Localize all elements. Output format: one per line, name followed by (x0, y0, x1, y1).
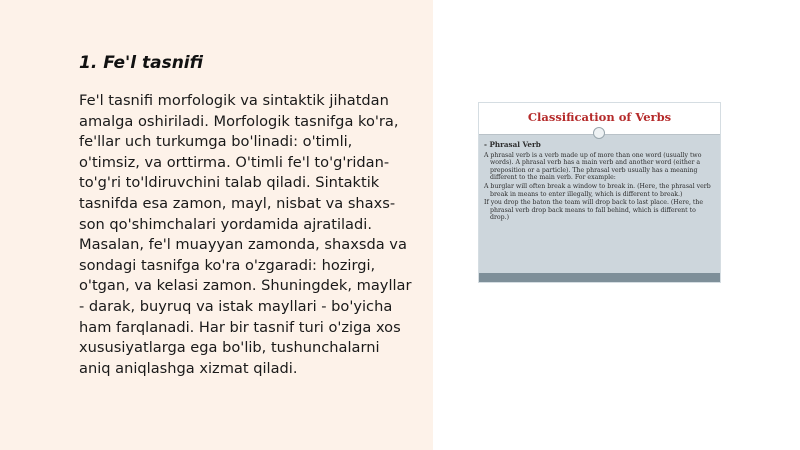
body-line: - darak, buyruq va istak mayllari - bo'yicha (79, 297, 393, 315)
body-line: aniq aniqlashga xizmat qiladi. (79, 359, 298, 377)
body-line: to'g'ri to'ldiruvchini talab qiladi. Sintaktik (79, 174, 380, 192)
verb-classification-slide-image (478, 102, 721, 283)
body-line: son qo'shimchalari yordamida ajratiladi. (79, 215, 372, 233)
slide-subtitle: - Phrasal Verb (484, 140, 541, 149)
body-line: Masalan, fe'l muayyan zamonda, shaxsda va (79, 236, 407, 254)
body-line: tasnifda esa zamon, mayl, nisbat va shaxs- (79, 194, 396, 212)
slide-paragraph: A phrasal verb is a verb made up of more than one word (usually two words). A phrasal verb has a main verb and another word (either a preposition or a particle). The phrasal verb usually has a meaning different to the main verb. For example: (484, 151, 702, 182)
slide-bottom-bar (479, 273, 720, 282)
slide-paragraph: A burglar will often break a window to break in. (Here, the phrasal verb break in means to enter illegally, which is different to break.) (484, 182, 711, 198)
body-line: o'tgan, va kelasi zamon. Shuningdek, mayllar (79, 277, 412, 295)
section-heading: 1. Fe'l tasnifi (79, 53, 204, 73)
body-line: o'timsiz, va orttirma. O'timli fe'l to'g'ridan- (79, 153, 390, 171)
body-line: sondagi tasnifga ko'ra o'zgaradi: hozirgi, (79, 256, 376, 274)
body-paragraph (79, 91, 417, 379)
body-line: amalga oshiriladi. Morfologik tasnifga ko'ra, (79, 112, 399, 130)
slide-content (484, 141, 714, 223)
body-line: xususiyatlarga ega bo'lib, tushunchalarni (79, 339, 380, 357)
slide-paragraph: If you drop the baton the team will drop back to last place. (Here, the phrasal verb drop back means to fall behind, which is different to drop.) (484, 199, 704, 222)
body-line: Fe'l tasnifi morfologik va sintaktik jihatdan (79, 92, 389, 109)
body-line: fe'llar uch turkumga bo'linadi: o'timli, (79, 133, 353, 151)
ring-icon (593, 127, 605, 139)
body-line: ham farqlanadi. Har bir tasnif turi o'ziga xos (79, 318, 401, 336)
slide-title: Classification of Verbs (527, 110, 672, 124)
